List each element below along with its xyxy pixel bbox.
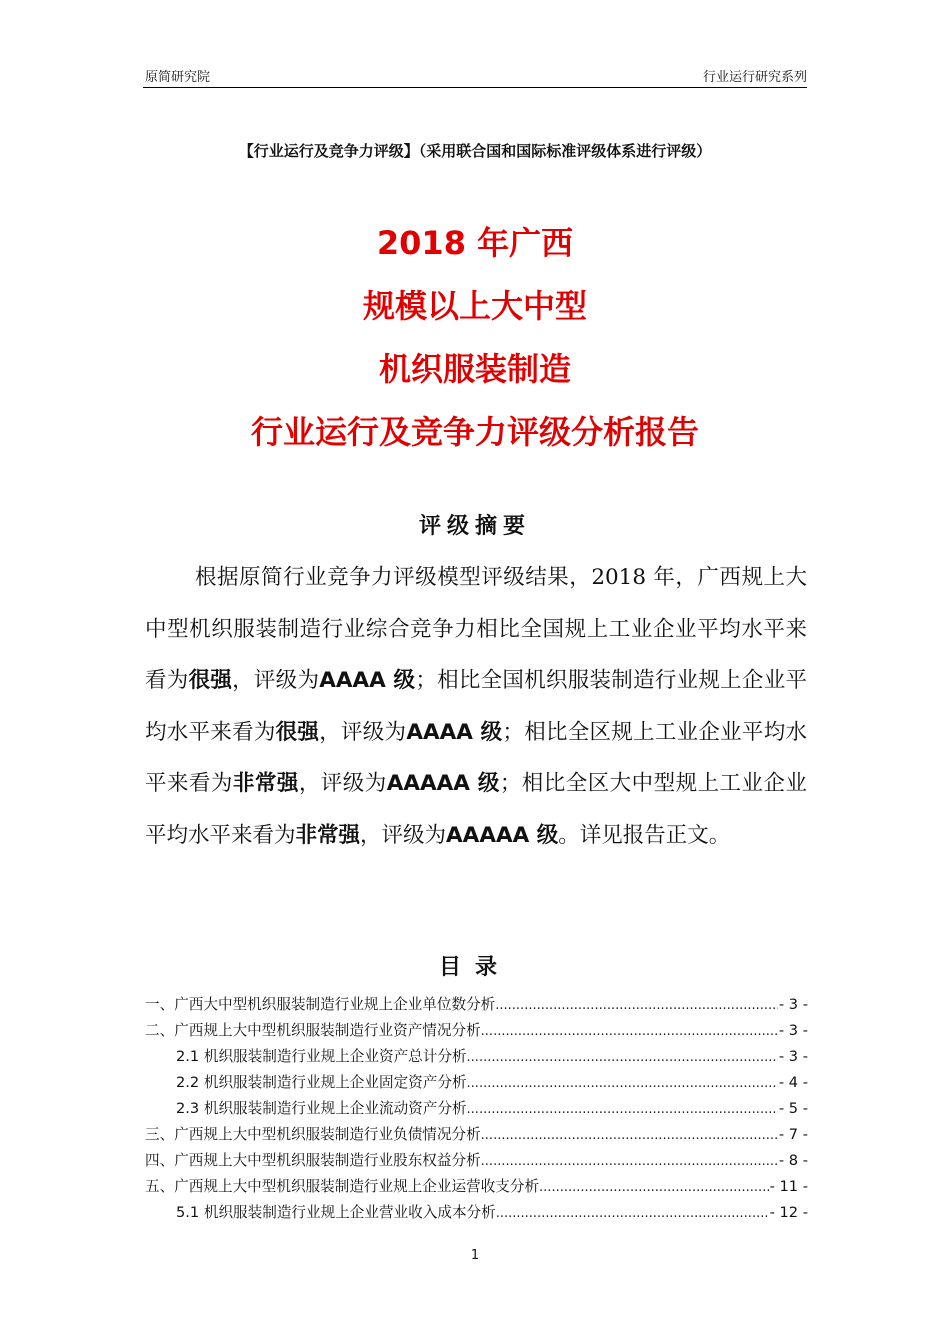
toc-entry[interactable] xyxy=(145,1071,808,1097)
rating-strength: 很强 xyxy=(275,719,320,745)
summary-text: ；相比全区大中型规上工业企业平均水平来看为 xyxy=(145,771,807,848)
title-line-3: 机织服装制造 xyxy=(378,350,571,388)
toc-entry-page: - 11 - xyxy=(769,1178,808,1195)
title-line-4: 行业运行及竞争力评级分析报告 xyxy=(250,413,699,451)
summary-text: ；相比全国机织服装制造行业规上企业平均水平来看为 xyxy=(145,668,807,745)
tagline: 【行业运行及竞争力评级】（采用联合国和国际标准评级体系进行评级） xyxy=(238,142,712,160)
toc-entry-page: - 3 - xyxy=(778,1022,808,1039)
toc-leader-dots xyxy=(467,1050,778,1065)
rating-strength: 非常强 xyxy=(295,822,361,848)
toc-heading: 目录 xyxy=(438,955,511,980)
rating-grade: AAAA 级 xyxy=(319,668,416,693)
summary-text: ，评级为 xyxy=(360,822,447,848)
toc-leader-dots xyxy=(481,1154,778,1169)
toc-leader-dots xyxy=(496,1206,769,1221)
rating-grade: AAAAA 级 xyxy=(386,771,500,796)
summary-text: ，评级为 xyxy=(298,771,387,796)
toc-entry-text: 5.1 机织服装制造行业规上企业营业收入成本分析 xyxy=(176,1204,496,1221)
rating-grade: AAAA 级 xyxy=(406,719,503,745)
toc-entry-page: - 3 - xyxy=(778,996,808,1013)
title-line-2: 规模以上大中型 xyxy=(362,287,587,325)
rating-strength: 很强 xyxy=(188,668,233,693)
header-left: 原简研究院 xyxy=(145,70,211,85)
summary-paragraph xyxy=(145,552,807,861)
toc-entry-text: 2.2 机织服装制造行业规上企业固定资产分析 xyxy=(176,1074,467,1091)
toc-entry[interactable] xyxy=(145,1097,808,1123)
header-right: 行业运行研究系列 xyxy=(702,70,807,85)
toc-entry-page: - 4 - xyxy=(778,1074,808,1091)
toc-entry-text: 三、广西规上大中型机织服装制造行业负债情况分析 xyxy=(145,1126,481,1143)
rating-grade: AAAAA 级 xyxy=(446,822,559,848)
summary-text: 根据原简行业竞争力评级模型评级结果，2018 年，广西规上大中型机织服装制造行业综合竞争力相比全国规上工业企业平均水平来看为 xyxy=(145,565,807,693)
summary-heading: 评级摘要 xyxy=(418,514,531,539)
toc-entry-text: 四、广西规上大中型机织服装制造行业股东权益分析 xyxy=(145,1152,481,1169)
toc-leader-dots xyxy=(467,1102,778,1117)
toc-leader-dots xyxy=(481,1024,778,1039)
toc-entry-page: - 3 - xyxy=(778,1048,808,1065)
toc-leader-dots xyxy=(495,998,778,1013)
toc-entry[interactable] xyxy=(145,993,808,1019)
title-line-1: 2018 年广西 xyxy=(376,224,574,262)
summary-text: ，评级为 xyxy=(232,668,320,693)
summary-text: 。详见报告正文。 xyxy=(558,822,731,848)
toc-entry[interactable] xyxy=(145,1149,808,1175)
toc-entry-page: - 12 - xyxy=(769,1204,808,1221)
toc-leader-dots xyxy=(481,1128,778,1143)
toc-entry[interactable] xyxy=(145,1123,808,1149)
toc-entry-page: - 5 - xyxy=(778,1100,808,1117)
toc-entry-text: 二、广西规上大中型机织服装制造行业资产情况分析 xyxy=(145,1022,481,1039)
summary-text: ；相比全区规上工业企业平均水平来看为 xyxy=(145,719,807,796)
table-of-contents xyxy=(145,993,808,1227)
toc-leader-dots xyxy=(467,1076,778,1091)
toc-entry[interactable] xyxy=(145,1201,808,1227)
header-rule xyxy=(143,87,807,88)
rating-strength: 非常强 xyxy=(232,771,299,796)
toc-entry-text: 2.3 机织服装制造行业规上企业流动资产分析 xyxy=(176,1100,467,1117)
toc-leader-dots xyxy=(539,1180,769,1195)
page-number: 1 xyxy=(470,1248,480,1263)
toc-entry-page: - 7 - xyxy=(778,1126,808,1143)
toc-entry-text: 一、广西大中型机织服装制造行业规上企业单位数分析 xyxy=(145,996,496,1013)
summary-text: ，评级为 xyxy=(319,719,407,745)
toc-entry[interactable] xyxy=(145,1045,808,1071)
toc-entry[interactable] xyxy=(145,1019,808,1045)
toc-entry-page: - 8 - xyxy=(778,1152,808,1169)
toc-entry-text: 2.1 机织服装制造行业规上企业资产总计分析 xyxy=(176,1048,467,1065)
toc-entry-text: 五、广西规上大中型机织服装制造行业规上企业运营收支分析 xyxy=(145,1178,540,1195)
toc-entry[interactable] xyxy=(145,1175,808,1201)
